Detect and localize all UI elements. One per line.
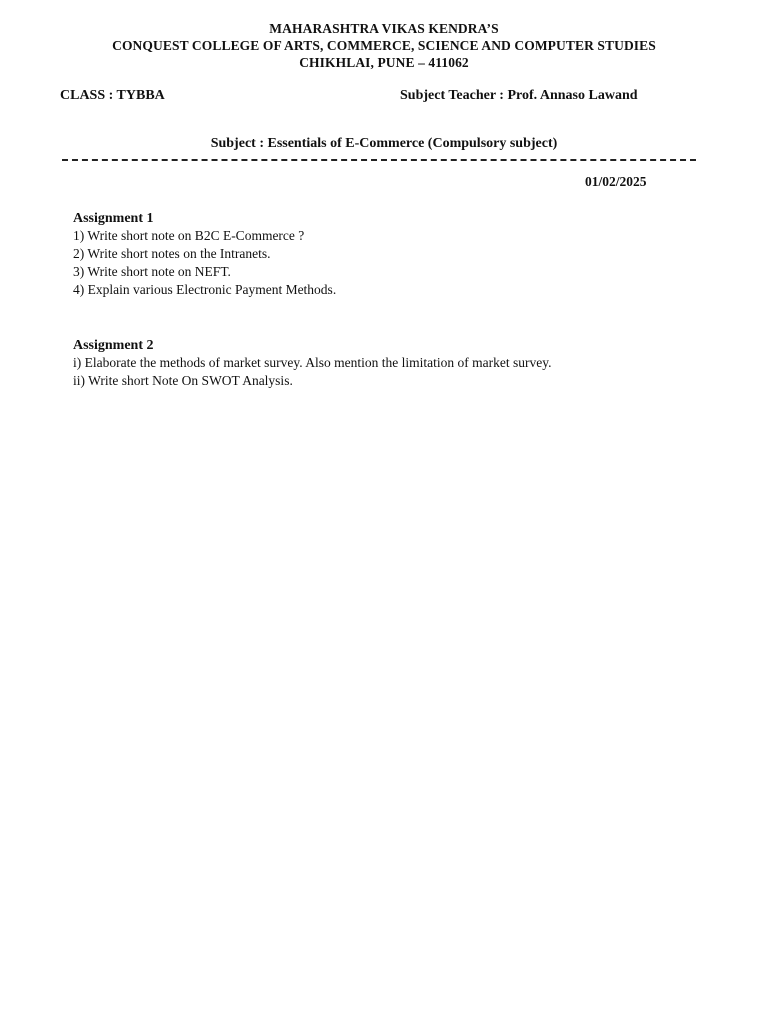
question-item: i) Elaborate the methods of market survey. Also mention the limitation of market survey. [73, 355, 552, 370]
college-name: CONQUEST COLLEGE OF ARTS, COMMERCE, SCIENCE AND COMPUTER STUDIES [112, 38, 656, 53]
document-date: 01/02/2025 [585, 174, 647, 189]
question-item: 3) Write short note on NEFT. [73, 264, 231, 279]
question-item: 1) Write short note on B2C E-Commerce ? [73, 228, 305, 243]
college-address: CHIKHLAI, PUNE – 411062 [299, 55, 469, 70]
assignment-title: Assignment 2 [73, 338, 154, 353]
question-item: ii) Write short Note On SWOT Analysis. [73, 373, 293, 388]
institution-name: MAHARASHTRA VIKAS KENDRA’S [269, 21, 499, 36]
class-label: CLASS : TYBBA [60, 88, 165, 103]
subject-title: Subject : Essentials of E-Commerce (Compulsory subject) [210, 136, 558, 151]
assignment-section [73, 337, 713, 390]
dashed-divider [62, 159, 696, 161]
question-item: 4) Explain various Electronic Payment Methods. [73, 282, 337, 297]
question-item: 2) Write short notes on the Intranets. [73, 246, 271, 261]
subject-teacher: Subject Teacher : Prof. Annaso Lawand [400, 88, 638, 103]
assignment-title: Assignment 1 [73, 211, 154, 226]
assignment-section [73, 210, 713, 299]
